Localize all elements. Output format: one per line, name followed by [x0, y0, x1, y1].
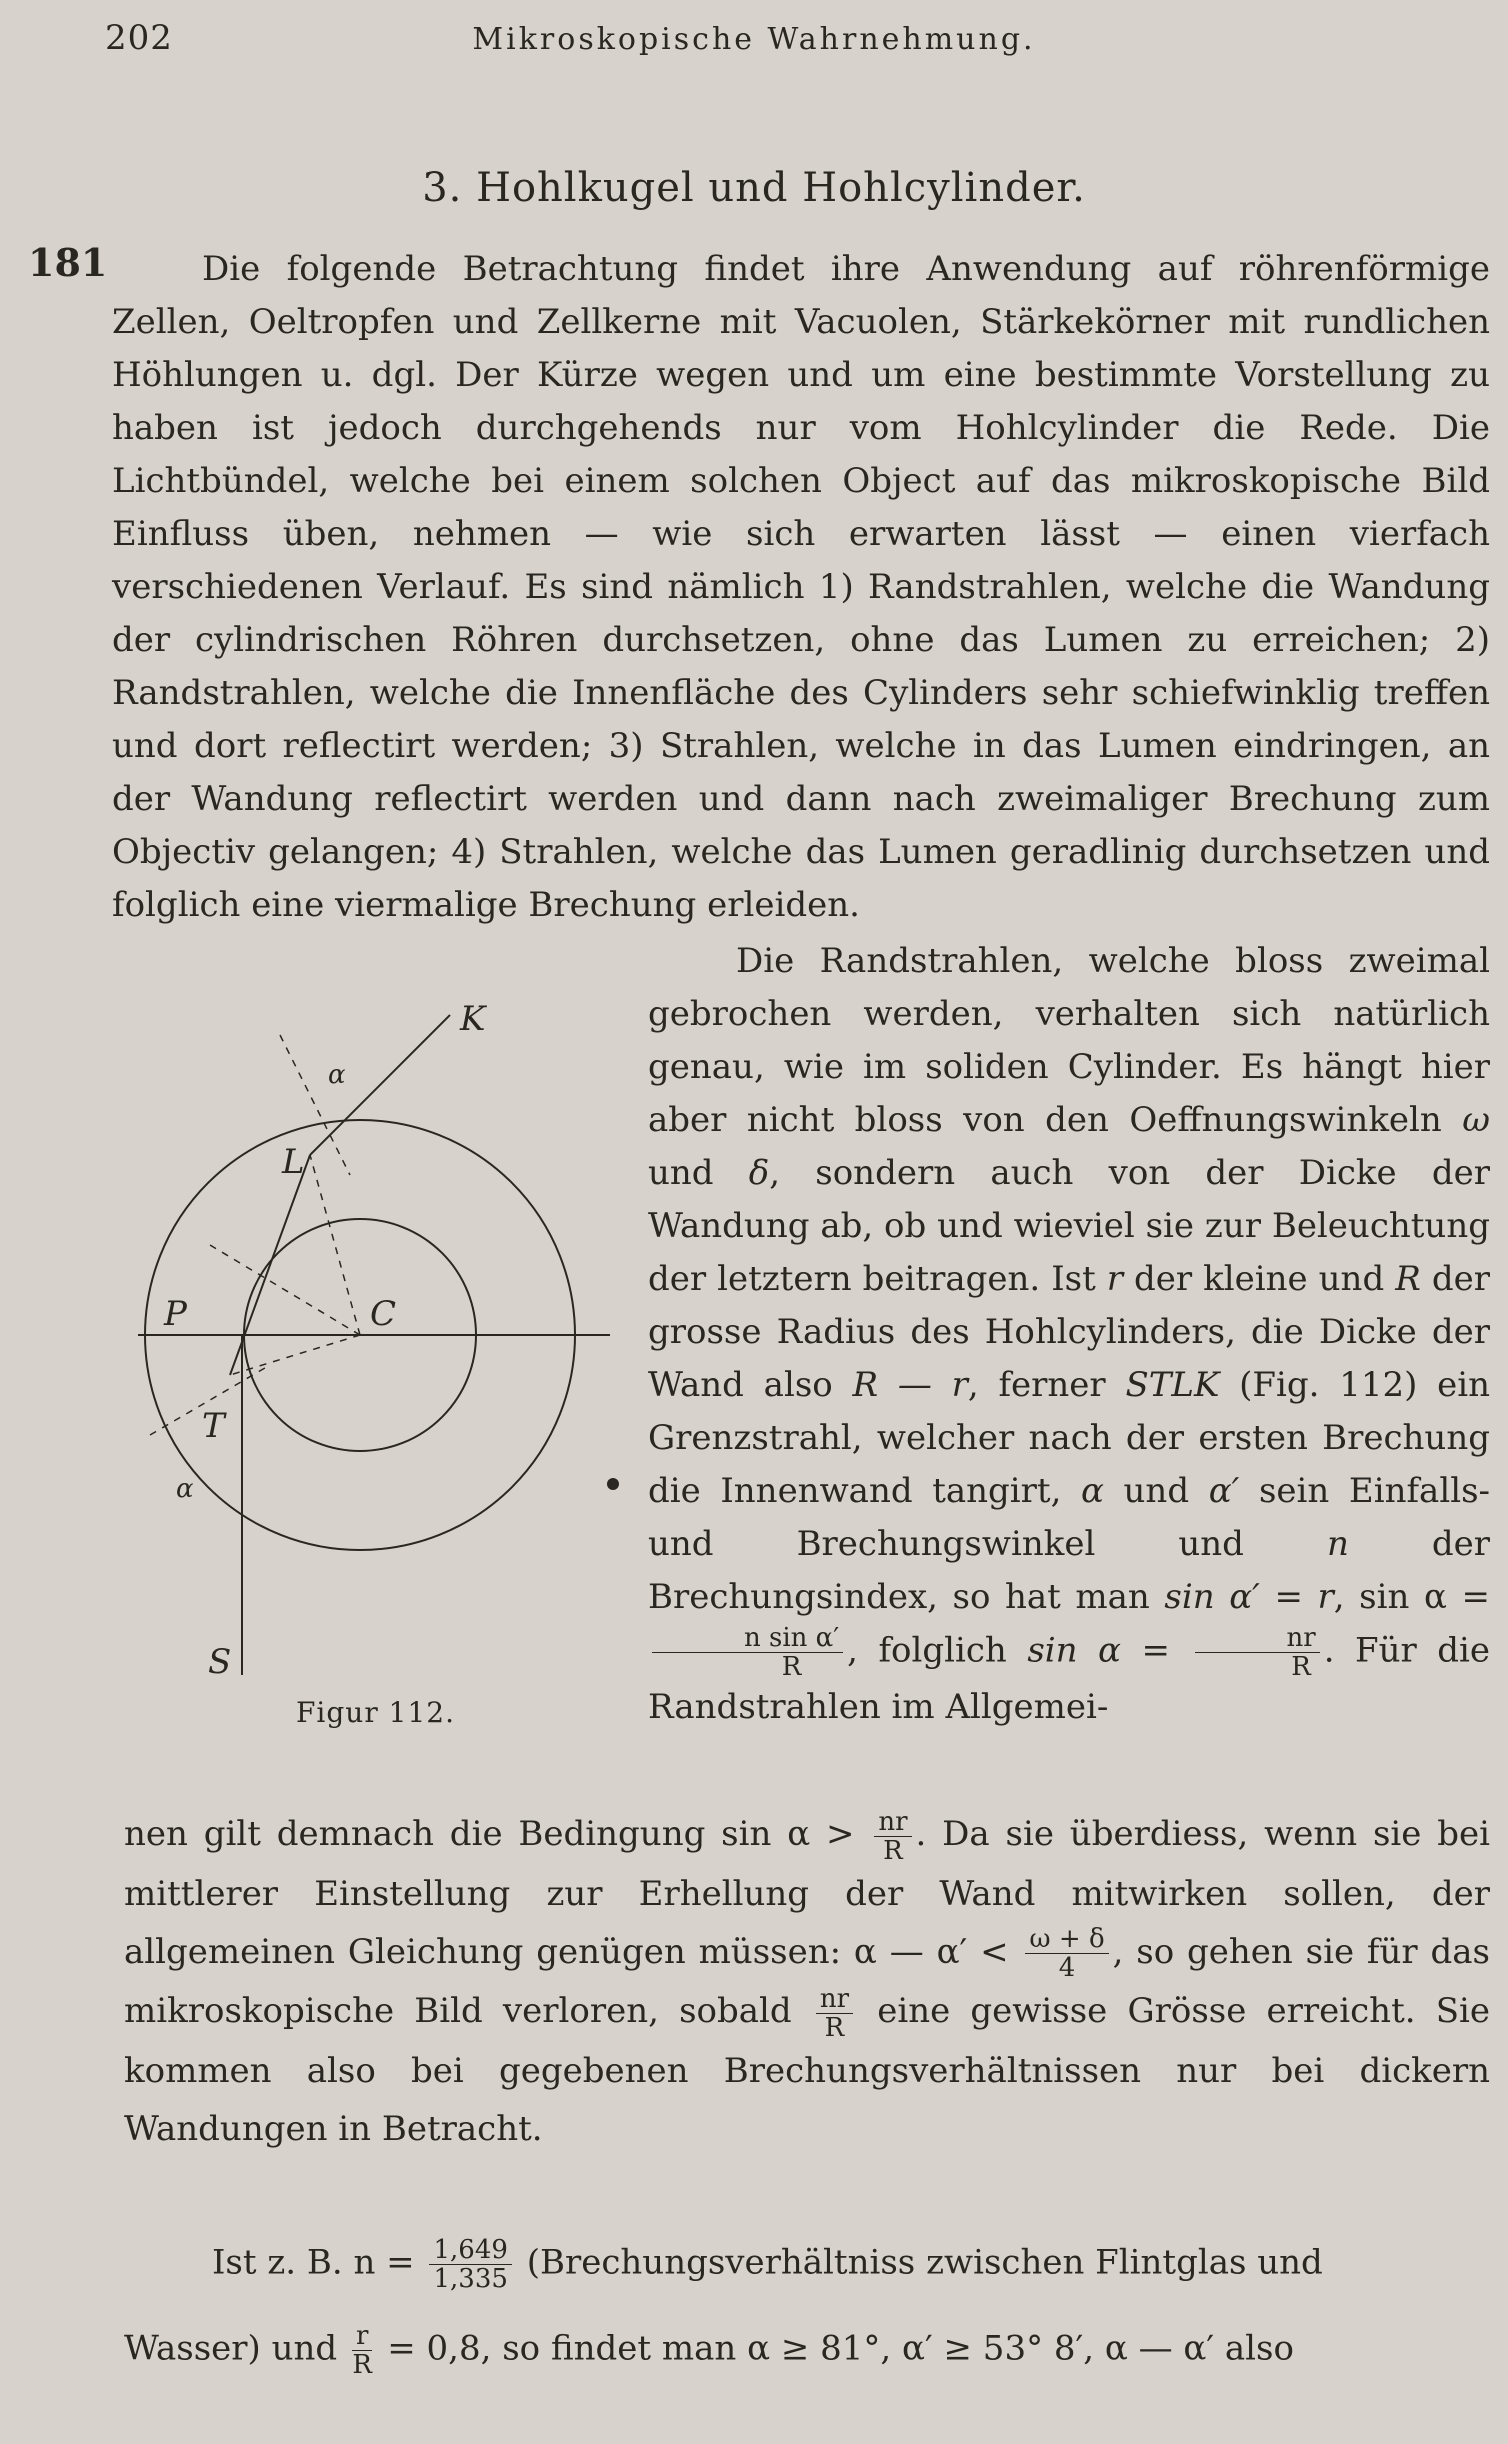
- label-s: S: [208, 1642, 232, 1682]
- fraction: $\frac{\text{n sin α′}}{R}$: [652, 1624, 843, 1681]
- label-l: L: [282, 1142, 305, 1182]
- dashed-tangent: [210, 1245, 360, 1335]
- fraction: $\frac{nr}{R}$: [816, 1985, 853, 2042]
- dashed-radius-t: [230, 1335, 360, 1375]
- figure-caption: Figur 112.: [296, 1696, 455, 1729]
- label-p: P: [164, 1294, 187, 1334]
- label-alpha-bottom: α: [176, 1474, 194, 1504]
- fraction: $\frac{\omega + \delta}{4}$: [1025, 1925, 1108, 1982]
- figure-112-diagram: [120, 995, 640, 1715]
- section-title: 3. Hohlkugel und Hohlcylinder.: [422, 165, 1086, 211]
- fraction: $\frac{r}{R}$: [352, 2321, 372, 2380]
- paragraph-1: Die folgende Betrachtung findet ihre Anwendung auf röhrenförmige Zellen, Oeltropfen und Zellkerne mit Vacuolen, Stärkekörner mit rundlichen Höhlungen u. dgl. Der Kürze wegen und um eine bestimmte Vorstellung zu haben ist jedoch durchgehends nur vom Hohlcylinder die Rede. Die Lichtbündel, welche bei einem solchen Object auf das mikroskopische Bild Einfluss üben, nehmen — wie sich erwarten lässt — einen vierfach verschiedenen Verlauf. Es sind nämlich 1) Randstrahlen, welche die Wandung der cylindrischen Röhren durchsetzen, ohne das Lumen zu erreichen; 2) Randstrahlen, welche die Innenfläche des Cylinders sehr schiefwinklig treffen und dort reflectirt werden; 3) Strahlen, welche in das Lumen eindringen, an der Wandung reflectirt werden und dann nach zweimaliger Brechung zum Objectiv gelangen; 4) Strahlen, welche das Lumen geradlinig durchsetzen und folglich eine viermalige Brechung erleiden.: [112, 249, 1490, 925]
- fraction: $\frac{nr}{R}$: [874, 1808, 911, 1865]
- paragraph-3: nen gilt demnach die Bedingung sin α > $\frac{nr}{R}$ . Da sie überdiess, wenn sie bei mittlerer Einstellung zur Erhellung der Wand mitwirken sollen, der allgemeinen Gleichung genügen müssen: α — α′ < $\frac{\omega + \delta}{4}$ , so gehen sie für das mikroskopische Bild verloren, sobald $\frac{nr}{R}$ eine gewisse Grösse erreicht. Sie kommen also bei gegebenen Brechungsverhältnissen nur bei dickern Wandungen in Betracht.: [124, 1806, 1491, 2149]
- label-k: K: [460, 999, 486, 1039]
- label-alpha-top: α: [328, 1060, 346, 1090]
- refracted-ray: [230, 1155, 310, 1375]
- fraction: $\frac{nr}{R}$: [1195, 1624, 1320, 1681]
- margin-paragraph-number: 181: [28, 240, 108, 285]
- label-c: C: [370, 1294, 397, 1334]
- fraction: $\frac{1,649}{1,335}$: [429, 2236, 511, 2293]
- running-title: Mikroskopische Wahrnehmung.: [472, 22, 1036, 57]
- paragraph-5: Wasser) und $\frac{r}{R}$ = 0,8, so findet man α ≥ 81°, α′ ≥ 53° 8′, α — α′ also: [124, 2321, 1294, 2380]
- page-number: 202: [105, 18, 173, 58]
- paragraph-2: Die Randstrahlen, welche bloss zweimal gebrochen werden, verhalten sich natürlich genau, wie im soliden Cylinder. Es hängt hier aber nicht bloss von den Oeffnungswinkeln ω und δ, sondern auch von der Dicke der Wandung ab, ob und wieviel sie zur Beleuchtung der letztern beitragen. Ist r der kleine und R der grosse Radius des Hohlcylinders, die Dicke der Wand also R — r, ferner STLK (Fig. 112) ein Grenzstrahl, welcher nach der ersten Brechung die Innenwand tangirt, α und α′ sein Einfalls- und Brechungswinkel und n der Brechungsindex, so hat man sin α′ = r, sin α = $\frac{\text{n sin α′}}{R}$ , folglich sin α = $\frac{nr}{R}$ . Für die Randstrahlen im Allgemei-: [648, 941, 1491, 1727]
- label-t: T: [202, 1406, 225, 1446]
- dashed-radius-c: [310, 1155, 360, 1335]
- paragraph-4: Ist z. B. n = $\frac{1,649}{1,335}$ (Brechungsverhältniss zwischen Flintglas und: [212, 2235, 1323, 2294]
